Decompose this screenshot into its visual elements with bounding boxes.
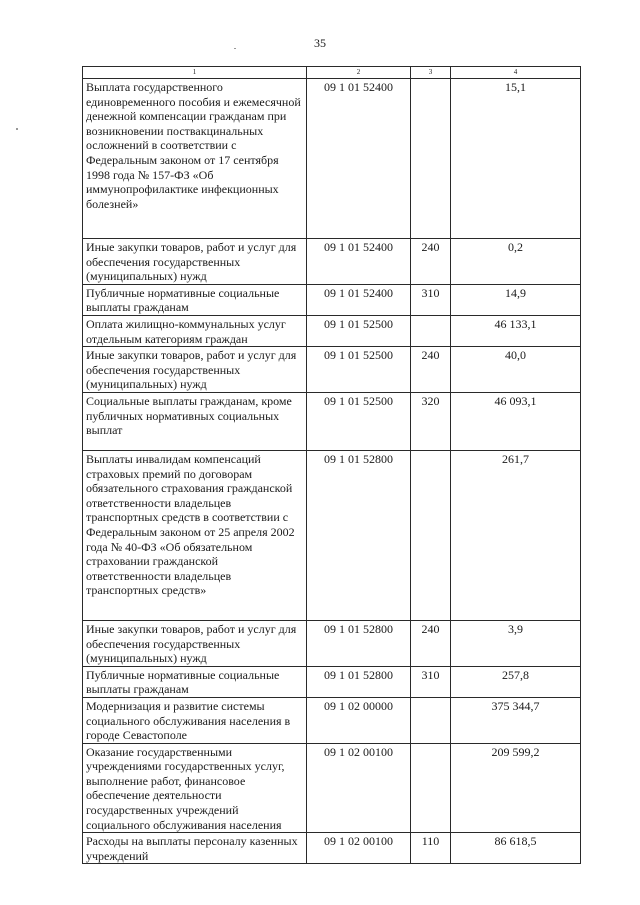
row-name-cell: Публичные нормативные социальные выплаты гражданам bbox=[83, 666, 307, 697]
scan-speck bbox=[16, 128, 18, 130]
table-row bbox=[83, 79, 581, 239]
table-row bbox=[83, 347, 581, 393]
row-code-cell: 09 1 01 52500 bbox=[307, 347, 411, 393]
row-code-cell: 09 1 01 52500 bbox=[307, 315, 411, 346]
row-expense-type-cell: 320 bbox=[411, 392, 451, 450]
row-code-cell: 09 1 01 52800 bbox=[307, 620, 411, 666]
row-name-cell: Выплаты инвалидам компенсаций страховых премий по договорам обязательного страхования гражданской ответственности владельцев транспортных средств в соответствии с Федеральным законом от 25 апреля 2002 года № 40-ФЗ «Об обязательном страховании гражданской ответственности владельцев транспортных средств» bbox=[83, 450, 307, 620]
row-expense-type-cell: 240 bbox=[411, 239, 451, 285]
table-row bbox=[83, 697, 581, 743]
row-expense-type-cell: 310 bbox=[411, 666, 451, 697]
row-name-cell: Модернизация и развитие системы социального обслуживания населения в городе Севастополе bbox=[83, 697, 307, 743]
table-row bbox=[83, 743, 581, 833]
table-header-row bbox=[83, 67, 581, 79]
row-name-cell: Оплата жилищно-коммунальных услуг отдельным категориям граждан bbox=[83, 315, 307, 346]
row-code-cell: 09 1 01 52800 bbox=[307, 450, 411, 620]
row-code-cell: 09 1 01 52400 bbox=[307, 239, 411, 285]
table-row bbox=[83, 620, 581, 666]
row-amount-cell: 3,9 bbox=[451, 620, 581, 666]
table-row bbox=[83, 392, 581, 450]
row-code-cell: 09 1 02 00100 bbox=[307, 833, 411, 864]
row-code-cell: 09 1 01 52400 bbox=[307, 284, 411, 315]
table-row bbox=[83, 239, 581, 285]
column-header-4: 4 bbox=[451, 67, 581, 79]
table-row bbox=[83, 284, 581, 315]
row-amount-cell: 209 599,2 bbox=[451, 743, 581, 833]
row-code-cell: 09 1 01 52400 bbox=[307, 79, 411, 239]
row-name-cell: Оказание государственными учреждениями государственных услуг, выполнение работ, финансовое обеспечение деятельности государственных учреждений социального обслуживания населения bbox=[83, 743, 307, 833]
row-amount-cell: 261,7 bbox=[451, 450, 581, 620]
row-name-cell: Иные закупки товаров, работ и услуг для обеспечения государственных (муниципальных) нужд bbox=[83, 347, 307, 393]
row-name-cell: Расходы на выплаты персоналу казенных учреждений bbox=[83, 833, 307, 864]
row-expense-type-cell: 110 bbox=[411, 833, 451, 864]
row-amount-cell: 86 618,5 bbox=[451, 833, 581, 864]
row-amount-cell: 40,0 bbox=[451, 347, 581, 393]
table-row bbox=[83, 315, 581, 346]
row-amount-cell: 257,8 bbox=[451, 666, 581, 697]
row-expense-type-cell: 240 bbox=[411, 347, 451, 393]
row-expense-type-cell: 310 bbox=[411, 284, 451, 315]
row-amount-cell: 46 133,1 bbox=[451, 315, 581, 346]
row-expense-type-cell: 240 bbox=[411, 620, 451, 666]
row-amount-cell: 15,1 bbox=[451, 79, 581, 239]
row-amount-cell: 46 093,1 bbox=[451, 392, 581, 450]
table-row bbox=[83, 833, 581, 864]
page-number: 35 bbox=[314, 36, 326, 50]
row-code-cell: 09 1 02 00000 bbox=[307, 697, 411, 743]
table-row bbox=[83, 666, 581, 697]
row-code-cell: 09 1 01 52500 bbox=[307, 392, 411, 450]
row-expense-type-cell bbox=[411, 450, 451, 620]
row-code-cell: 09 1 02 00100 bbox=[307, 743, 411, 833]
row-expense-type-cell bbox=[411, 743, 451, 833]
row-name-cell: Социальные выплаты гражданам, кроме публичных нормативных социальных выплат bbox=[83, 392, 307, 450]
budget-table bbox=[82, 66, 581, 864]
table-row bbox=[83, 450, 581, 620]
table-body bbox=[83, 79, 581, 864]
row-expense-type-cell bbox=[411, 79, 451, 239]
row-name-cell: Иные закупки товаров, работ и услуг для обеспечения государственных (муниципальных) нужд bbox=[83, 239, 307, 285]
row-amount-cell: 0,2 bbox=[451, 239, 581, 285]
scan-speck bbox=[234, 48, 236, 49]
column-header-2: 2 bbox=[307, 67, 411, 79]
row-expense-type-cell bbox=[411, 315, 451, 346]
row-code-cell: 09 1 01 52800 bbox=[307, 666, 411, 697]
column-header-1: 1 bbox=[83, 67, 307, 79]
row-name-cell: Публичные нормативные социальные выплаты гражданам bbox=[83, 284, 307, 315]
row-name-cell: Иные закупки товаров, работ и услуг для обеспечения государственных (муниципальных) нужд bbox=[83, 620, 307, 666]
column-header-3: 3 bbox=[411, 67, 451, 79]
row-amount-cell: 14,9 bbox=[451, 284, 581, 315]
row-amount-cell: 375 344,7 bbox=[451, 697, 581, 743]
row-expense-type-cell bbox=[411, 697, 451, 743]
row-name-cell: Выплата государственного единовременного пособия и ежемесячной денежной компенсации гражданам при возникновении поствакцинальных осложнений в соответствии с Федеральным законом от 17 сентября 1998 года № 157-ФЗ «Об иммунопрофилактике инфекционных болезней» bbox=[83, 79, 307, 239]
